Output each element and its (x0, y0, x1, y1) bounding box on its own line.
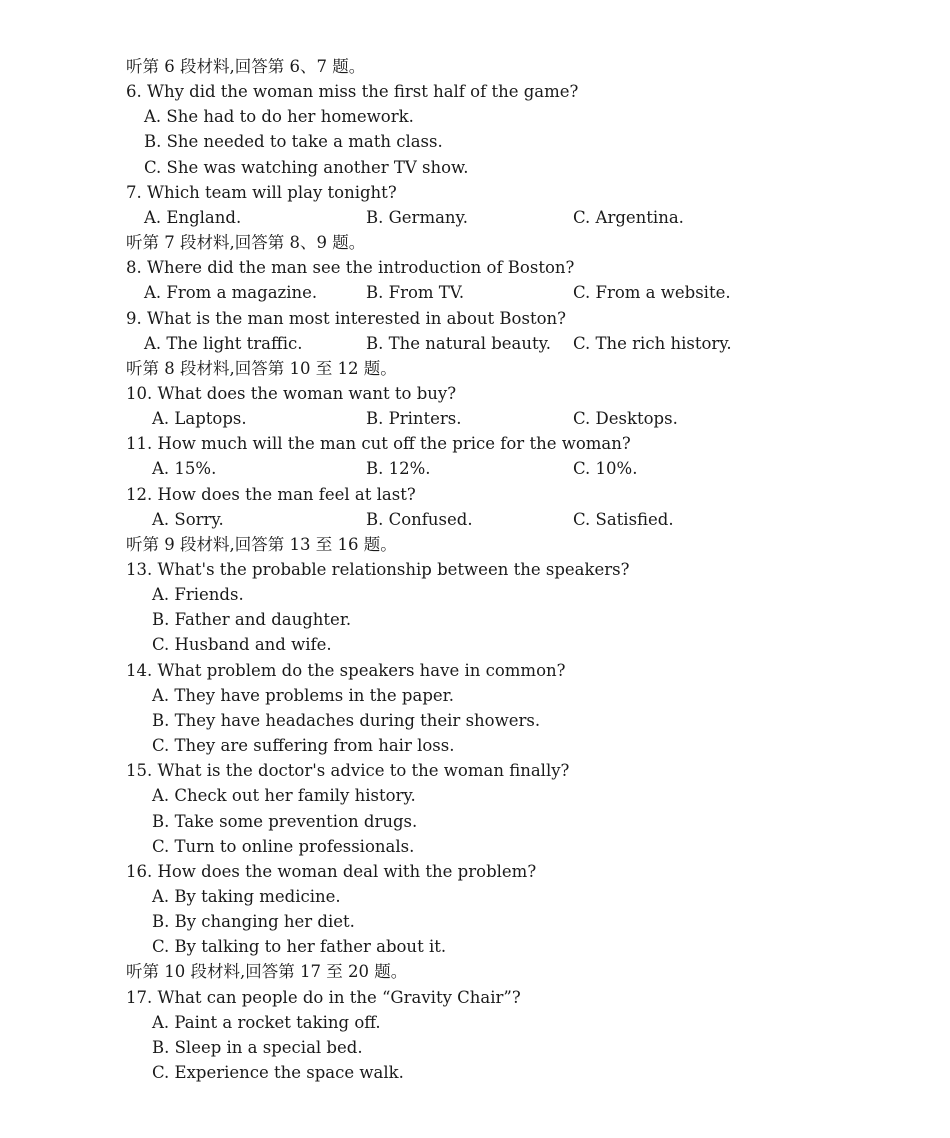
question-text: 7. Which team will play tonight? (126, 182, 397, 202)
section-header-text: 听第 7 段材料,回答第 8、9 题。 (126, 233, 366, 253)
answer-option: A. The light traffic. (144, 333, 303, 353)
answer-option: C. 10%. (573, 459, 638, 479)
answer-option: C. Husband and wife. (152, 635, 332, 655)
section-header-text: 听第 10 段材料,回答第 17 至 20 题。 (126, 962, 408, 982)
answer-option: A. Laptops. (152, 409, 247, 429)
answer-option: B. She needed to take a math class. (144, 132, 443, 152)
answer-option: B. By changing her diet. (152, 912, 355, 932)
question-text: 17. What can people do in the “Gravity Chair”? (126, 987, 521, 1007)
answer-option: C. Argentina. (573, 207, 684, 227)
question-text: 15. What is the doctor's advice to the woman finally? (126, 761, 570, 781)
answer-option: A. 15%. (152, 459, 217, 479)
answer-option: B. 12%. (366, 459, 431, 479)
answer-option: C. By talking to her father about it. (152, 937, 447, 957)
answer-option: B. The natural beauty. (366, 333, 552, 353)
answer-option: B. Printers. (366, 409, 462, 429)
question-text: 10. What does the woman want to buy? (126, 383, 457, 403)
answer-option: B. Take some prevention drugs. (152, 811, 418, 831)
answer-option: B. Germany. (366, 207, 468, 227)
question-text: 11. How much will the man cut off the price for the woman? (126, 434, 631, 454)
answer-option: C. Desktops. (573, 409, 678, 429)
answer-option: A. From a magazine. (144, 283, 318, 303)
answer-option: B. They have headaches during their showers. (152, 710, 541, 730)
answer-option: B. Confused. (366, 509, 473, 529)
answer-option: C. The rich history. (573, 333, 732, 353)
answer-option: A. By taking medicine. (152, 886, 341, 906)
answer-option: B. Father and daughter. (152, 610, 352, 630)
answer-option: C. They are suffering from hair loss. (152, 736, 455, 756)
answer-option: B. Sleep in a special bed. (152, 1037, 363, 1057)
answer-option: C. Turn to online professionals. (152, 836, 415, 856)
answer-option: A. Friends. (152, 585, 244, 605)
question-text: 6. Why did the woman miss the first half of the game? (126, 82, 579, 102)
answer-option: A. Paint a rocket taking off. (152, 1012, 381, 1032)
answer-option: B. From TV. (366, 283, 465, 303)
question-text: 14. What problem do the speakers have in common? (126, 660, 566, 680)
question-text: 12. How does the man feel at last? (126, 484, 416, 504)
question-text: 9. What is the man most interested in about Boston? (126, 308, 566, 328)
answer-option: A. Sorry. (152, 509, 224, 529)
answer-option: C. Satisfied. (573, 509, 674, 529)
section-header-text: 听第 8 段材料,回答第 10 至 12 题。 (126, 358, 397, 378)
question-text: 8. Where did the man see the introduction of Boston? (126, 258, 575, 278)
question-text: 13. What's the probable relationship between the speakers? (126, 560, 630, 579)
answer-option: C. Experience the space walk. (152, 1063, 404, 1082)
answer-option: A. They have problems in the paper. (152, 685, 454, 705)
section-header-text: 听第 9 段材料,回答第 13 至 16 题。 (126, 534, 397, 554)
answer-option: C. She was watching another TV show. (144, 157, 469, 177)
question-text: 16. How does the woman deal with the problem? (126, 861, 537, 881)
section-header-text: 听第 6 段材料,回答第 6、7 题。 (126, 57, 366, 76)
answer-option: A. She had to do her homework. (144, 107, 414, 127)
answer-option: A. England. (144, 207, 242, 227)
answer-option: A. Check out her family history. (152, 786, 416, 806)
answer-option: C. From a website. (573, 283, 731, 303)
